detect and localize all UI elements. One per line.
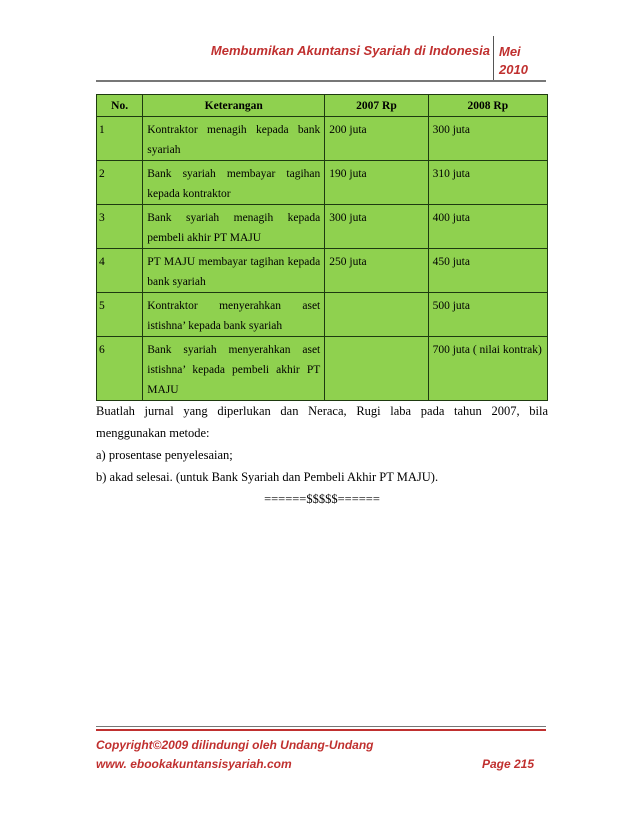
cell-2007 (325, 293, 428, 337)
cell-keterangan: Bank syariah membayar tagihan kepada kontraktor (143, 161, 325, 205)
page-footer (96, 736, 546, 774)
header-rule (96, 80, 546, 82)
cell-2007: 200 juta (325, 117, 428, 161)
instructions (96, 400, 548, 510)
table-row (97, 249, 548, 293)
cell-no: 5 (97, 293, 143, 337)
header-divider (493, 36, 494, 82)
footer-website: www. ebookakuntansisyariah.com (96, 757, 292, 771)
cell-keterangan: Bank syariah menyerahkan aset istishna’ kepada pembeli akhir PT MAJU (143, 337, 325, 401)
cell-keterangan: Kontraktor menagih kepada bank syariah (143, 117, 325, 161)
header-title: Membumikan Akuntansi Syariah di Indonesia (210, 43, 490, 58)
table-row (97, 293, 548, 337)
cell-no: 4 (97, 249, 143, 293)
cell-2007: 250 juta (325, 249, 428, 293)
cell-keterangan: Bank syariah menagih kepada pembeli akhir PT MAJU (143, 205, 325, 249)
footer-rule-top (96, 726, 546, 727)
cell-2007: 300 juta (325, 205, 428, 249)
cell-2008: 400 juta (428, 205, 547, 249)
cell-2007 (325, 337, 428, 401)
method-b: b) akad selesai. (untuk Bank Syariah dan Pembeli Akhir PT MAJU). (96, 470, 439, 484)
cell-no: 6 (97, 337, 143, 401)
cell-2008: 300 juta (428, 117, 547, 161)
cell-2008: 500 juta (428, 293, 547, 337)
column-header-no: No. (97, 95, 143, 117)
page-header (96, 36, 546, 82)
table-row (97, 205, 548, 249)
cell-no: 1 (97, 117, 143, 161)
header-date: Mei 2010 (499, 44, 528, 77)
column-header-2008: 2008 Rp (428, 95, 547, 117)
footer-rule (96, 729, 546, 731)
instruction-paragraph: Buatlah jurnal yang diperlukan dan Neraca, Rugi laba pada tahun 2007, bila menggunakan metode: (96, 404, 548, 440)
column-header-2007: 2007 Rp (325, 95, 428, 117)
section-separator: ======$$$$$====== (264, 492, 380, 506)
column-header-keterangan: Keterangan (143, 95, 325, 117)
table-row (97, 117, 548, 161)
cell-2008: 700 juta ( nilai kontrak) (428, 337, 547, 401)
cell-2007: 190 juta (325, 161, 428, 205)
cell-no: 2 (97, 161, 143, 205)
cell-no: 3 (97, 205, 143, 249)
table-row (97, 337, 548, 401)
table-row (97, 161, 548, 205)
cell-keterangan: PT MAJU membayar tagihan kepada bank syariah (143, 249, 325, 293)
cell-2008: 450 juta (428, 249, 547, 293)
cell-2008: 310 juta (428, 161, 547, 205)
transaction-table (96, 94, 548, 401)
page-number: Page 215 (481, 757, 534, 771)
footer-copyright: Copyright©2009 dilindungi oleh Undang-Undang (96, 738, 374, 752)
table-header-row (97, 95, 548, 117)
method-a: a) prosentase penyelesaian; (96, 448, 233, 462)
cell-keterangan: Kontraktor menyerahkan aset istishna’ kepada bank syariah (143, 293, 325, 337)
